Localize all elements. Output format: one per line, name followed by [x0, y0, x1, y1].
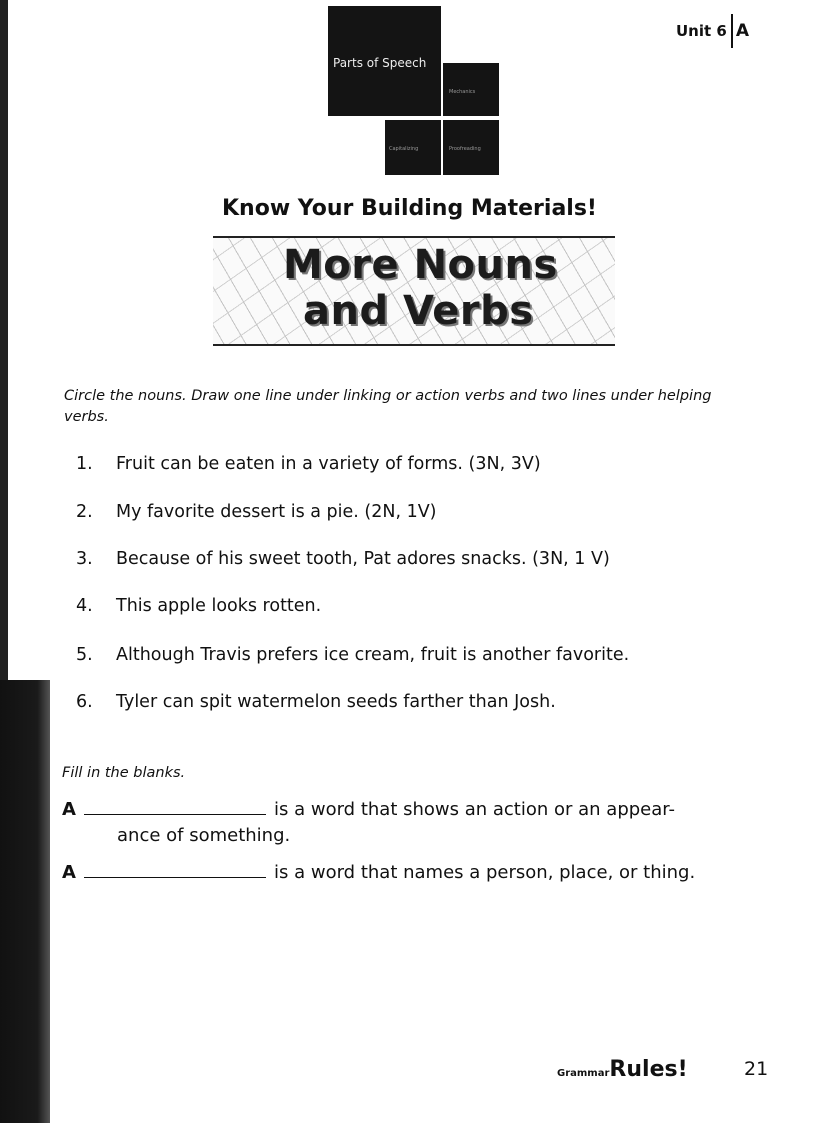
instructions-circle-nouns: Circle the nouns. Draw one line under linking or action verbs and two lines under helping verbs.	[64, 388, 712, 425]
exercise-item	[76, 454, 541, 474]
category-label-small: Mechanics	[449, 89, 476, 95]
exercise-number: 2.	[76, 502, 93, 522]
exercise-number: 5.	[76, 645, 93, 665]
category-block-proofreading	[443, 120, 499, 175]
exercise-item	[76, 549, 610, 569]
banner-line-2: and Verbs	[303, 288, 534, 334]
exercise-sentence: Because of his sweet tooth, Pat adores snacks. (3N, 1 V)	[116, 549, 610, 569]
scan-shadow	[0, 680, 50, 1123]
fill-blank-item	[62, 862, 695, 883]
category-label: Parts of Speech	[333, 56, 427, 70]
fill-article: A	[62, 799, 76, 820]
category-block-capitalizing	[385, 120, 441, 175]
footer-brand	[557, 1057, 688, 1082]
fill-sentence: is a word that names a person, place, or thing.	[274, 862, 696, 883]
unit-number: Unit 6	[676, 22, 727, 40]
exercise-sentence: Tyler can spit watermelon seeds farther than Josh.	[116, 692, 556, 712]
exercise-item	[76, 645, 629, 665]
exercise-sentence: Fruit can be eaten in a variety of forms. (3N, 3V)	[116, 454, 541, 474]
exercise-item	[76, 692, 556, 712]
unit-label	[676, 14, 749, 48]
exercise-number: 1.	[76, 454, 93, 474]
blank-line[interactable]	[84, 800, 266, 815]
fill-sentence-continuation: ance of something.	[117, 825, 291, 846]
exercise-sentence: Although Travis prefers ice cream, fruit is another favorite.	[116, 645, 630, 665]
exercise-number: 6.	[76, 692, 93, 712]
banner-line-1: More Nouns	[283, 242, 558, 288]
fill-sentence: is a word that shows an action or an appear-	[274, 799, 676, 820]
category-label-small: Proofreading	[449, 146, 481, 152]
category-label-small: Capitalizing	[389, 146, 419, 152]
exercise-number: 4.	[76, 596, 93, 616]
unit-divider	[731, 14, 733, 48]
page-title: Know Your Building Materials!	[222, 196, 597, 221]
fill-blank-item	[62, 799, 675, 820]
page-number: 21	[744, 1058, 769, 1080]
title-banner	[213, 236, 615, 346]
exercise-sentence: This apple looks rotten.	[116, 596, 322, 616]
exercise-number: 3.	[76, 549, 93, 569]
unit-letter: A	[735, 21, 750, 41]
instructions-fill-blanks: Fill in the blanks.	[62, 765, 186, 781]
exercise-item	[76, 596, 321, 616]
exercise-sentence: My favorite dessert is a pie. (2N, 1V)	[116, 502, 437, 522]
brand-small: Grammar	[557, 1068, 610, 1079]
blank-line[interactable]	[84, 863, 266, 878]
category-block-parts-of-speech	[328, 6, 441, 116]
exercise-item	[76, 502, 437, 522]
fill-article: A	[62, 862, 76, 883]
brand-big: Rules!	[609, 1057, 688, 1082]
category-block-mechanics	[443, 63, 499, 116]
